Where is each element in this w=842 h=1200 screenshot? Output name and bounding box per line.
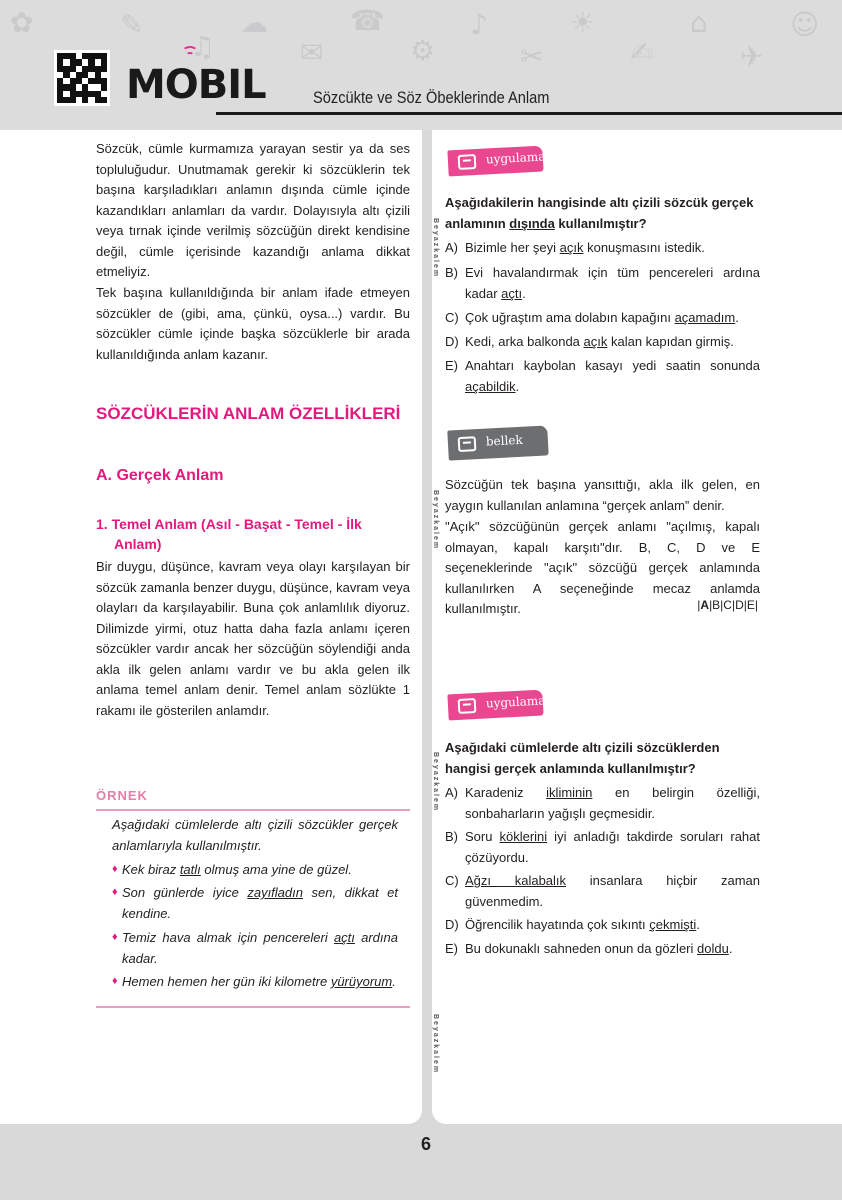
tablet-icon — [458, 698, 477, 714]
page-header — [0, 0, 842, 130]
tablet-icon — [458, 436, 477, 452]
bullet-icon: ♦ — [112, 975, 118, 987]
subsection-title: A. Gerçek Anlam — [96, 467, 224, 484]
example-item: ♦ Temiz hava almak için pencereleri açtı ardına kadar. — [112, 927, 398, 969]
q2-option-e[interactable]: E) Bu dokunaklı sahneden onun da gözleri doldu. — [445, 941, 733, 956]
q2-option-d[interactable]: D) Öğrencilik hayatında çok sıkıntı çekmişti. — [445, 917, 700, 932]
example-divider — [96, 809, 410, 811]
doodle-icon: ✉ — [300, 36, 324, 69]
example-item: ♦ Son günlerde iyice zayıfladın sen, dikkat et kendine. — [112, 882, 398, 924]
q1-option-d[interactable]: D) Kedi, arka balkonda açık kalan kapıdan girmiş. — [445, 334, 734, 349]
doodle-icon: ✍ — [630, 36, 654, 69]
uygulama-tag: uygulama — [447, 690, 543, 721]
bellek-tag: bellek — [447, 425, 548, 460]
side-label: Beyazkalem — [432, 1014, 439, 1075]
body-paragraph: Bir duygu, düşünce, kavram veya olayı karşılayan bir sözcük zamanla benzer duygu, düşünce, kavram veya olayları da karşılayabilir. Buna çok anlamlılık diyoruz. Dilimizde yirmi, otuz hatta daha fazla anlamı içeren sözcükler vardır ancak her sözcüğün söylendiği anda akla ilk gelen anlamı vardır ve bu akla gelen ilk anlama temel anlam denir. Temel anlam sözlükte 1 rakamı ile gösterilen anlamdır. — [96, 559, 410, 718]
example-title: ÖRNEK — [96, 788, 148, 803]
qr-code[interactable] — [54, 50, 110, 106]
bullet-icon: ♦ — [112, 863, 118, 875]
doodle-icon: ♪ — [470, 8, 488, 41]
doodle-icon: ☁ — [240, 6, 268, 39]
bellek-paragraph: Sözcüğün tek başına yansıttığı, akla ilk gelen, en yaygın kullanılan anlamına “gerçek anlam” denir. — [445, 477, 760, 513]
uygulama-tag: uygulama — [447, 146, 543, 177]
side-label: Beyazkalem — [432, 218, 439, 279]
mobil-logo: MOBIL — [126, 62, 266, 108]
doodle-icon: ✿ — [10, 6, 34, 39]
doodle-icon: ☎ — [350, 4, 385, 37]
header-divider — [216, 112, 842, 115]
intro-paragraph: Sözcük, cümle kurmamıza yarayan sestir ya da ses topluluğudur. Unutmamak gerekir ki sözcüklerin tek başına karşıladıkları anlamın dışında cümle içinde kazandıkları anlamları da vardır. Dolayısıyla altı çizili veya tırnak içinde verilmiş sözcüğün direkt kendisine değil, cümle içerisinde kazandığı anlama dikkat etmeliyiz. — [96, 141, 410, 279]
side-label: Beyazkalem — [432, 490, 439, 551]
example-divider — [96, 1006, 410, 1008]
q1-option-c[interactable]: C) Çok uğraştım ama dolabın kapağını açamadım. — [445, 310, 739, 325]
q1-option-b[interactable]: B) Evi havalandırmak için tüm pencereleri ardına kadar açtı. — [445, 265, 760, 301]
intro-paragraph-2: Tek başına kullanıldığında bir anlam ifade etmeyen sözcükler de (gibi, ama, çünkü, oysa...) vardır. Bu sözcükler cümle içinde başka sözcüklerle bir arada kullanıldığında anlam kazanır. — [96, 285, 410, 362]
q2-option-a[interactable]: A) Karadeniz ikliminin en belirgin özelliği, sonbaharların yağışlı geçmesidir. — [445, 785, 760, 821]
page-number: 6 — [421, 1134, 432, 1154]
q2-option-c[interactable]: C) Ağzı kalabalık insanlara hiçbir zaman güvenmedim. — [445, 873, 760, 909]
example-item: ♦ Hemen hemen her gün iki kilometre yürüyorum. — [112, 971, 398, 992]
doodle-icon: ✈ — [740, 40, 764, 73]
example-box — [96, 788, 410, 811]
bellek-paragraph-2: "Açık" sözcüğünün gerçek anlamı "açılmış, kapalı olmayan, kapalı karşıtı"dır. B, C, D ve E seçeneklerinde "açık" sözcüğü gerçek anlamında kullanılırken A seçeneğinde mecaz anlamda kullanılmıştır. — [445, 519, 760, 616]
answer-key: |A|B|C|D|E| — [697, 598, 758, 612]
tablet-icon — [458, 154, 477, 170]
example-item: ♦ Kek biraz tatlı olmuş ama yine de güzel. — [112, 859, 398, 880]
doodle-icon: ☀ — [570, 6, 596, 39]
doodle-icon: ✎ — [120, 8, 144, 41]
example-prompt: Aşağıdaki cümlelerde altı çizili sözcükler gerçek anlamlarıyla kullanılmıştır. — [112, 817, 398, 853]
q1-option-e[interactable]: E) Anahtarı kaybolan kasayı yedi saatin sonunda açabildik. — [445, 358, 760, 394]
doodle-icon: ⌂ — [690, 6, 708, 39]
page-title: Sözcükte ve Söz Öbeklerinde Anlam — [313, 88, 550, 107]
side-label: Beyazkalem — [432, 752, 439, 813]
signal-icon — [182, 44, 198, 58]
doodle-icon: ♫ — [190, 30, 216, 63]
q1-option-a[interactable]: A) Bizimle her şeyi açık konuşmasını istedik. — [445, 240, 705, 255]
sub-subsection-title: 1. Temel Anlam (Asıl - Başat - Temel - İlk Anlam) — [96, 516, 362, 552]
bullet-icon: ♦ — [112, 886, 118, 898]
q2-option-b[interactable]: B) Soru köklerini iyi anladığı takdirde soruları rahat çözüyordu. — [445, 829, 761, 865]
doodle-icon: ☺ — [790, 8, 820, 41]
question-2-stem: Aşağıdaki cümlelerde altı çizili sözcüklerden hangisi gerçek anlamında kullanılmıştır? — [445, 740, 720, 776]
question-1-stem: Aşağıdakilerin hangisinde altı çizili sözcük gerçek anlamının dışında kullanılmıştır? — [445, 195, 754, 231]
section-title: SÖZCÜKLERİN ANLAM ÖZELLİKLERİ — [96, 404, 401, 423]
doodle-icon: ✂ — [520, 40, 544, 73]
bullet-icon: ♦ — [112, 931, 118, 943]
doodle-icon: ⚙ — [410, 34, 436, 67]
